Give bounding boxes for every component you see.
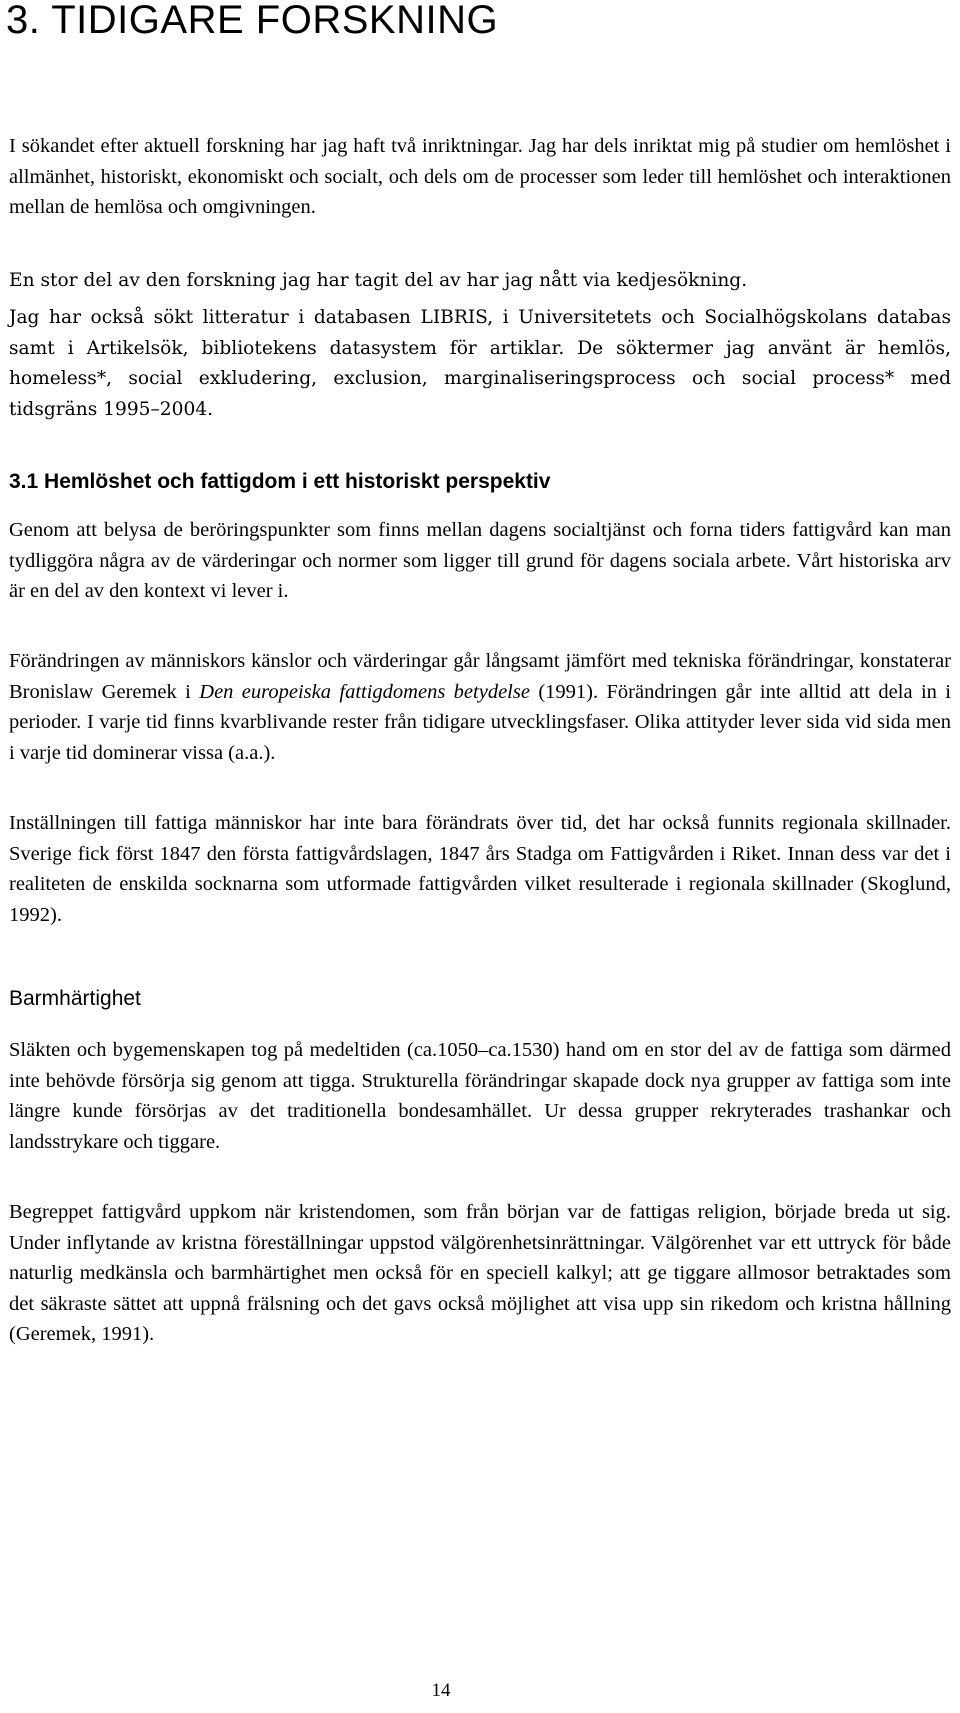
barmhartighet-paragraph-medieval: Släkten och bygemenskapen tog på medeltiden (ca.1050–ca.1530) hand om en stor del av de fattiga som därmed inte behövde försörja sig genom att tigga. Strukturella förändringar skapade dock nya grupper av fattiga som inte längre kunde försörjas av det traditionella bondesamhället. Ur dessa grupper rekryterades trashankar och landsstrykare och tiggare. [9, 1039, 951, 1153]
intro-paragraph-research-directions: I sökandet efter aktuell forskning har jag haft två inriktningar. Jag har dels inriktat mig på studier om hemlöshet i allmänhet, historiskt, ekonomiskt och socialt, och dels om de processer som leder till hemlöshet och interaktionen mellan de hemlösa och omgivningen. [9, 135, 951, 219]
intro-paragraph-databases: Jag har också sökt litteratur i databasen LIBRIS, i Universitetets och Socialhögskolans databas samt i Artikelsök, bibliotekens datasystem för artiklar. De söktermer jag använt är hemlös, homeless*, social exkludering, exclusion, marginaliseringsprocess och social process* med tidsgräns 1995–2004. [9, 307, 951, 420]
page-number: 14 [431, 1680, 451, 1701]
intro-paragraph-chain-search: En stor del av den forskning jag har tagit del av har jag nått via kedjesökning. [9, 270, 748, 291]
section-heading-3-1: 3.1 Hemlöshet och fattigdom i ett historiskt perspektiv [9, 470, 551, 493]
subheading-barmhartighet: Barmhärtighet [9, 987, 141, 1010]
geremek-text-after: (1991). Förändringen går inte alltid att dela in i perioder. I varje tid finns kvarblivande rester från tidigare utvecklingsfaser. Olika attityder lever sida vid sida men i varje tid dominerar vissa (a.a.). [9, 680, 951, 764]
geremek-text-before: Förändringen av människors känslor och värderingar går långsamt jämfört med tekniska förändringar, konstaterar Bronislaw Geremek i [9, 650, 951, 703]
chapter-title: 3. TIDIGARE FORSKNING [6, 0, 499, 42]
section-paragraph-regional-differences: Inställningen till fattiga människor har inte bara förändrats över tid, det har också funnits regionala skillnader. Sverige fick först 1847 den första fattigvårdslagen, 1847 års Stadga om Fattigvården i Riket. Innan dess var det i realiteten de enskilda socknarna som utformade fattigvården vilket resulterade i regionala skillnader (Skoglund, 1992). [9, 812, 951, 926]
section-paragraph-touchpoints: Genom att belysa de beröringspunkter som finns mellan dagens socialtjänst och forna tiders fattigvård kan man tydliggöra några av de värderingar och normer som ligger till grund för dagens sociala arbete. Vårt historiska arv är en del av den kontext vi lever i. [9, 519, 951, 603]
section-paragraph-geremek [9, 646, 951, 768]
barmhartighet-paragraph-charity: Begreppet fattigvård uppkom när kristendomen, som från början var de fattigas religion, började breda ut sig. Under inflytande av kristna föreställningar uppstod välgörenhetsinrättningar. Välgörenhet var ett uttryck för både naturlig medkänsla och barmhärtighet men också för en speciell kalkyl; att ge tiggare allmosor betraktades som det säkraste sättet att uppnå frälsning och det gavs också möjlighet att visa upp sin rikedom och kristna hållning (Geremek, 1991). [9, 1201, 951, 1346]
book-title-citation: Den europeiska fattigdomens betydelse [199, 680, 530, 703]
